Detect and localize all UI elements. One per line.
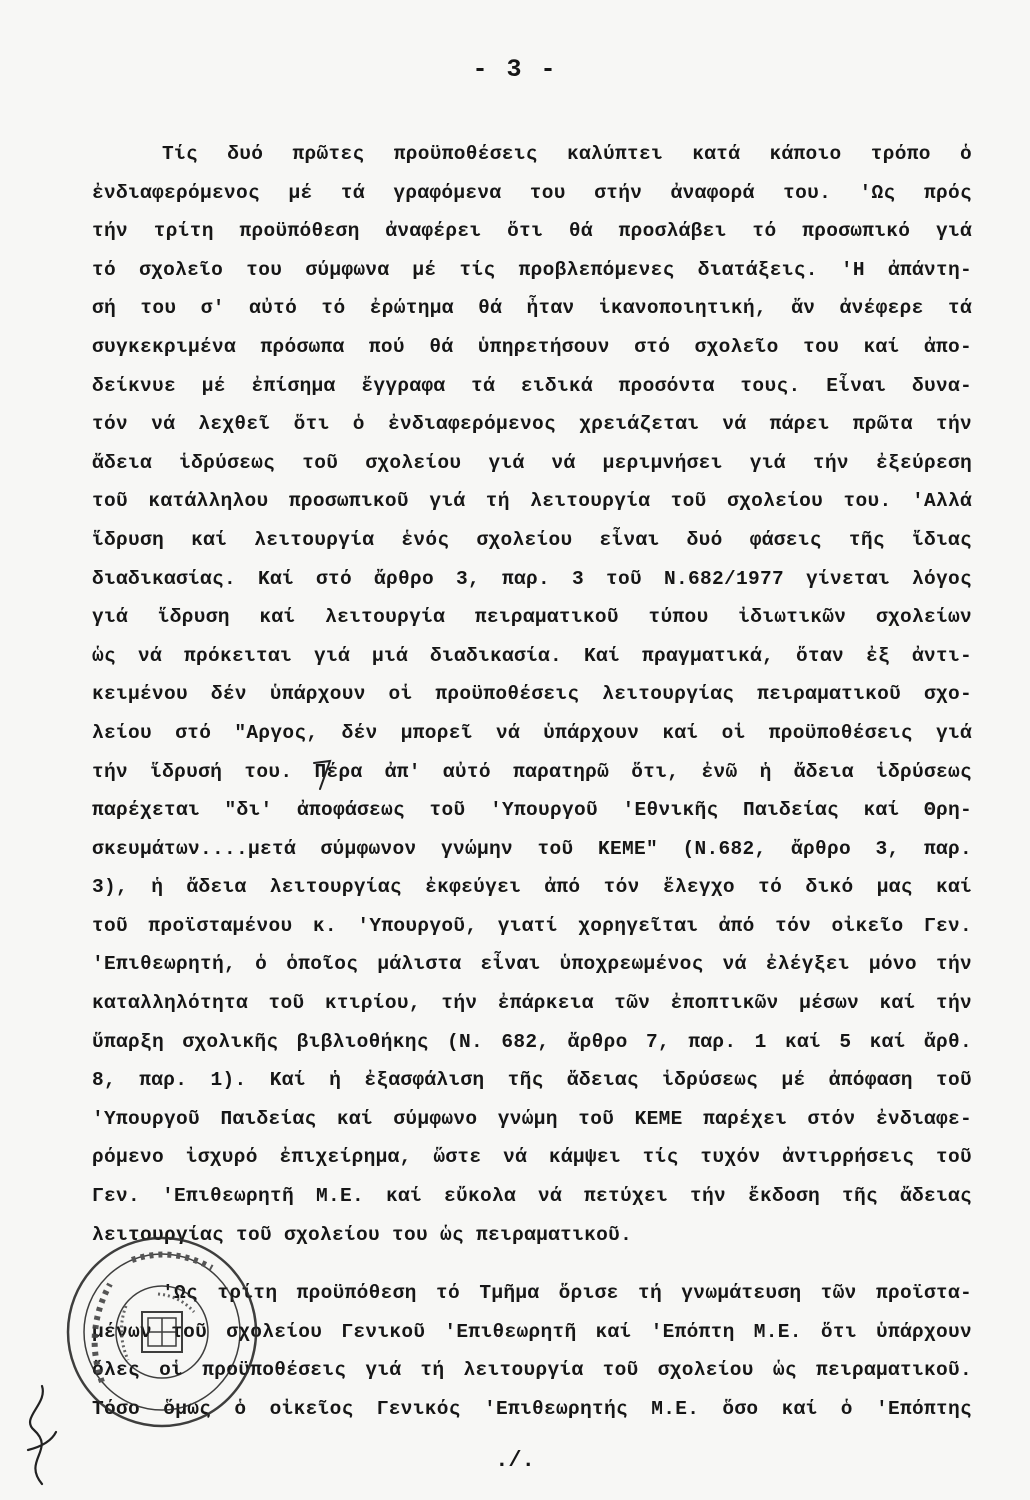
- text-line: 'Υπουργοῦ Παιδείας καί σύμφωνο γνώμη τοῦ ΚΕΜΕ παρέχει στόν ἐνδιαφε-: [92, 1107, 972, 1130]
- text-line: λειτουργίας τοῦ σχολείου του ὡς πειραματικοῦ.: [92, 1223, 633, 1246]
- text-line: ἵδρυση καί λειτουργία ἑνός σχολείου εἶναι δυό φάσεις τῆς ἴδιας: [92, 528, 972, 551]
- text-line: Τίς δυό πρῶτες προϋποθέσεις καλύπτει κατά κάποιο τρόπο ὁ: [162, 143, 972, 165]
- text-line: καταλληλότητα τοῦ κτιρίου, τήν ἐπάρκεια τῶν ἐποπτικῶν μέσων καί τήν: [92, 992, 972, 1015]
- text-line: τό σχολεῖο του σύμφωνα μέ τίς προβλεπόμενες διατάξεις. 'Η ἀπάντη-: [92, 258, 972, 281]
- text-line: σή του σ' αὐτό τό ἐρώτημα θά ἦταν ἱκανοποιητική, ἄν ἀνέφερε τά: [92, 297, 972, 320]
- text-line: τήν ἵδρυσή του. Πέρα ἀπ' αὐτό παρατηρῶ ὅτι, ἐνῶ ἡ ἄδεια ἱδρύσεως: [92, 760, 972, 783]
- text-line: Τόσο ὅμως ὁ οἰκεῖος Γενικός 'Επιθεωρητής Μ.Ε. ὅσο καί ὁ 'Επόπτης: [92, 1398, 972, 1420]
- text-line: συγκεκριμένα πρόσωπα πού θά ὑπηρετήσουν στό σχολεῖο του καί ἀπο-: [92, 335, 972, 358]
- continuation-mark: ./.: [495, 1448, 535, 1473]
- text-line: τοῦ κατάλληλου προσωπικοῦ γιά τή λειτουργία τοῦ σχολείου του. 'Αλλά: [92, 490, 972, 513]
- handwritten-signature: [12, 1380, 72, 1490]
- text-line: τοῦ προϊσταμένου κ. 'Υπουργοῦ, γιατί χορηγεῖται ἀπό τόν οἰκεῖο Γεν.: [92, 914, 972, 937]
- text-line: κειμένου δέν ὑπάρχουν οἱ προϋποθέσεις λειτουργίας πειραματικοῦ σχο-: [92, 683, 972, 706]
- text-line: Γεν. 'Επιθεωρητῆ Μ.Ε. καί εὔκολα νά πετύχει τήν ἔκδοση τῆς ἄδειας: [92, 1185, 972, 1208]
- text-line: ἄδεια ἱδρύσεως τοῦ σχολείου γιά νά μεριμνήσει γιά τήν ἐξεύρεση: [92, 451, 972, 474]
- page-number: - 3 -: [472, 55, 558, 84]
- text-line: ἐνδιαφερόμενος μέ τά γραφόμενα του στήν ἀναφορά του. 'Ως πρός: [92, 181, 972, 204]
- text-line: μένων τοῦ σχολείου Γενικοῦ 'Επιθεωρητῆ καί 'Επόπτη Μ.Ε. ὅτι ὑπάρχουν: [92, 1320, 972, 1343]
- text-line: ὅλες οἱ προϋποθέσεις γιά τή λειτουργία τοῦ σχολείου ὡς πειραματικοῦ.: [92, 1359, 972, 1382]
- text-line: τήν τρίτη προϋπόθεση ἀναφέρει ὅτι θά προσλάβει τό προσωπικό γιά: [92, 220, 972, 243]
- text-line: γιά ἵδρυση καί λειτουργία πειραματικοῦ τύπου ἰδιωτικῶν σχολείων: [92, 606, 972, 629]
- text-line: τόν νά λεχθεῖ ὅτι ὁ ἐνδιαφερόμενος χρειάζεται νά πάρει πρῶτα τήν: [92, 413, 972, 436]
- text-line: σκευμάτων....μετά σύμφωνον γνώμην τοῦ ΚΕΜΕ" (Ν.682, ἄρθρο 3, παρ.: [92, 837, 972, 860]
- text-line: ὕπαρξη σχολικῆς βιβλιοθήκης (Ν. 682, ἄρθρο 7, παρ. 1 καί 5 καί ἄρθ.: [92, 1030, 972, 1053]
- text-line: δείκνυε μέ ἐπίσημα ἔγγραφα τά ειδικά προσόντα τους. Εἶναι δυνα-: [92, 374, 972, 397]
- handwritten-comma-mark: [308, 755, 338, 795]
- paragraph-1: [92, 135, 972, 1254]
- text-line: διαδικασίας. Καί στό ἄρθρο 3, παρ. 3 τοῦ Ν.682/1977 γίνεται λόγος: [92, 567, 972, 590]
- text-line: 'Ως τρίτη προϋπόθεση τό Τμῆμα ὅρισε τή γνωμάτευση τῶν προϊστα-: [162, 1282, 972, 1305]
- text-line: λείου στό "Αργος, δέν μπορεῖ νά ὑπάρχουν καί οἱ προϋποθέσεις γιά: [92, 721, 972, 744]
- text-line: 'Επιθεωρητή, ὁ ὁποῖος μάλιστα εἶναι ὑποχρεωμένος νά ἐλέγξει μόνο τήν: [92, 953, 972, 976]
- text-line: ὡς νά πρόκειται γιά μιά διαδικασία. Καί πραγματικά, ὅταν ἐξ ἀντι-: [92, 644, 972, 667]
- text-line: παρέχεται "δι' ἀποφάσεως τοῦ 'Υπουργοῦ 'Εθνικῆς Παιδείας καί Θρη-: [92, 799, 972, 822]
- text-line: ρόμενο ἰσχυρό ἐπιχείρημα, ὥστε νά κάμψει τίς τυχόν ἀντιρρήσεις τοῦ: [92, 1146, 972, 1169]
- library-seal-stamp: [62, 1232, 262, 1432]
- text-line: 3), ἡ ἄδεια λειτουργίας ἐκφεύγει ἀπό τόν ἔλεγχο τό δικό μας καί: [92, 876, 972, 899]
- text-line: 8, παρ. 1). Καί ἡ ἐξασφάλιση τῆς ἄδειας ἱδρύσεως μέ ἀπόφαση τοῦ: [92, 1069, 972, 1092]
